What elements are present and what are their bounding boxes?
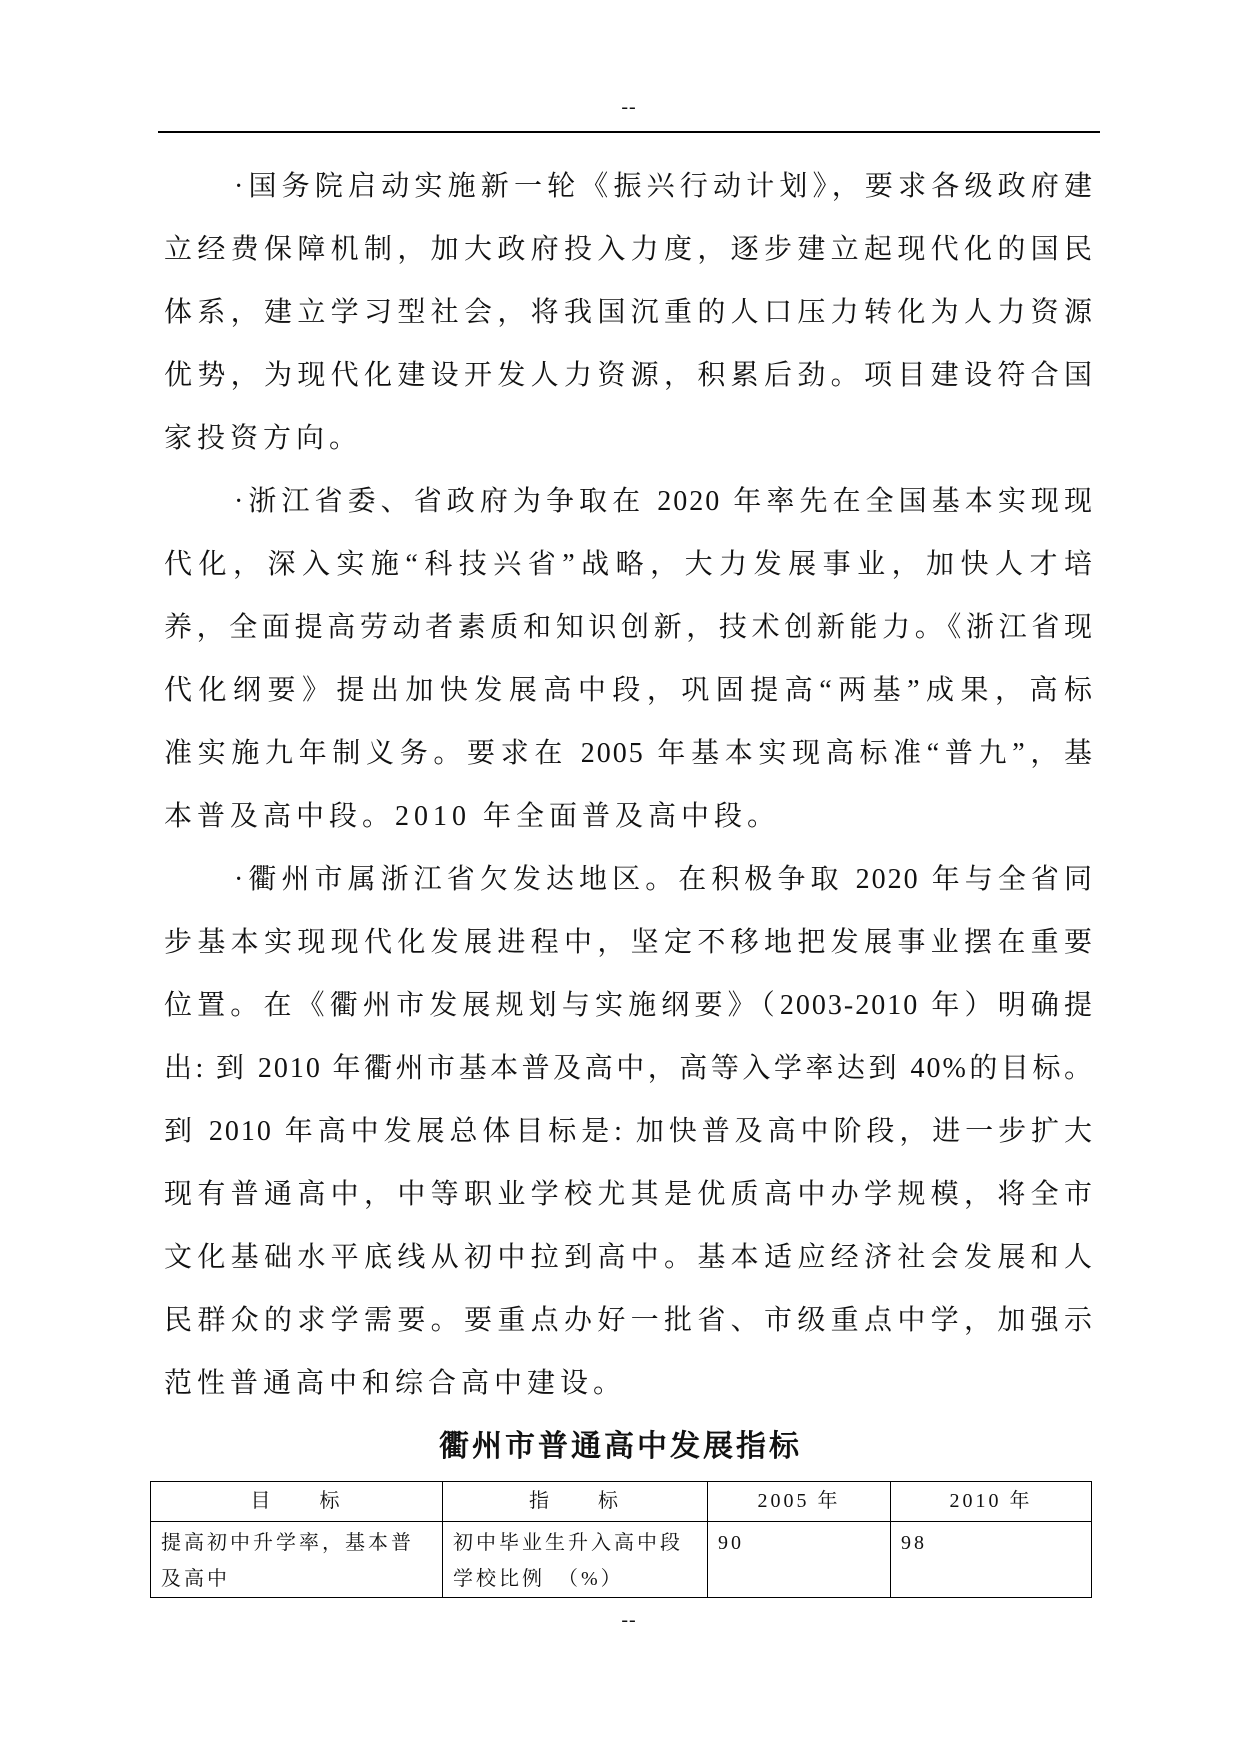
- text-line: 范性普通高中和综合高中建设。: [164, 1368, 627, 1399]
- text-line: 优势，为现代化建设开发人力资源，积累后劲。项目建设符合国: [164, 360, 1094, 391]
- paragraph-zhejiang-plan: [164, 470, 1094, 848]
- text-line: 出: 到 2010 年衢州市基本普及高中，高等入学率达到 40%的目标。: [164, 1053, 1094, 1084]
- cell-text-line: 及高中: [161, 1568, 230, 1590]
- text-line: 养，全面提高劳动者素质和知识创新，技术创新能力。《浙江省现: [164, 612, 1094, 643]
- indicator-table: [150, 1481, 1092, 1598]
- cell-2005-value: [708, 1522, 891, 1598]
- page-header-mark: --: [621, 96, 637, 118]
- column-header-indicator: 指 标: [443, 1482, 708, 1522]
- text-line: 文化基础水平底线从初中拉到高中。基本适应经济社会发展和人: [164, 1242, 1094, 1273]
- table-row: [151, 1522, 1092, 1598]
- cell-goal: [151, 1522, 443, 1598]
- page-footer-mark: --: [621, 1609, 637, 1631]
- text-line: 到 2010 年高中发展总体目标是: 加快普及高中阶段，进一步扩大: [164, 1116, 1094, 1147]
- text-line: 代化纲要》提出加快发展高中段，巩固提高“两基”成果，高标: [164, 675, 1094, 706]
- text-line: ·衢州市属浙江省欠发达地区。在积极争取 2020 年与全省同: [234, 864, 1094, 895]
- column-header-2010: 2010 年: [891, 1482, 1092, 1522]
- column-header-goal: 目 标: [151, 1482, 443, 1522]
- cell-value: 98: [901, 1532, 927, 1554]
- text-line: 立经费保障机制，加大政府投入力度，逐步建立起现代化的国民: [164, 234, 1094, 265]
- text-line: 体系，建立学习型社会，将我国沉重的人口压力转化为人力资源: [164, 297, 1094, 328]
- cell-indicator: [443, 1522, 708, 1598]
- header-divider: [158, 131, 1100, 133]
- text-line: 步基本实现现代化发展进程中，坚定不移地把发展事业摆在重要: [164, 927, 1094, 958]
- paragraph-quzhou-plan: [164, 848, 1094, 1415]
- document-body: [164, 155, 1094, 1415]
- cell-value: 90: [718, 1532, 744, 1554]
- text-line: 准实施九年制义务。要求在 2005 年基本实现高标准“普九”，基: [164, 738, 1094, 769]
- paragraph-state-council-plan: [164, 155, 1094, 470]
- text-line: ·国务院启动实施新一轮《振兴行动计划》，要求各级政府建: [234, 171, 1094, 202]
- text-line: 本普及高中段。2010 年全面普及高中段。: [164, 801, 781, 832]
- cell-text-line: 提高初中升学率，基本普: [161, 1532, 414, 1554]
- cell-text-line: 学校比例 （%）: [453, 1568, 624, 1590]
- text-line: 现有普通高中，中等职业学校尤其是优质高中办学规模，将全市: [164, 1179, 1094, 1210]
- text-line: 民群众的求学需要。要重点办好一批省、市级重点中学，加强示: [164, 1305, 1094, 1336]
- table-header-row: [151, 1482, 1092, 1522]
- text-line: 代化，深入实施“科技兴省”战略，大力发展事业，加快人才培: [164, 549, 1094, 580]
- cell-text-line: 初中毕业生升入高中段: [453, 1532, 683, 1554]
- cell-2010-value: [891, 1522, 1092, 1598]
- text-line: ·浙江省委、省政府为争取在 2020 年率先在全国基本实现现: [234, 486, 1094, 517]
- table-title: 衢州市普通高中发展指标: [439, 1430, 802, 1463]
- text-line: 位置。在《衢州市发展规划与实施纲要》（2003-2010 年）明确提: [164, 990, 1094, 1021]
- column-header-2005: 2005 年: [708, 1482, 891, 1522]
- text-line: 家投资方向。: [164, 423, 363, 454]
